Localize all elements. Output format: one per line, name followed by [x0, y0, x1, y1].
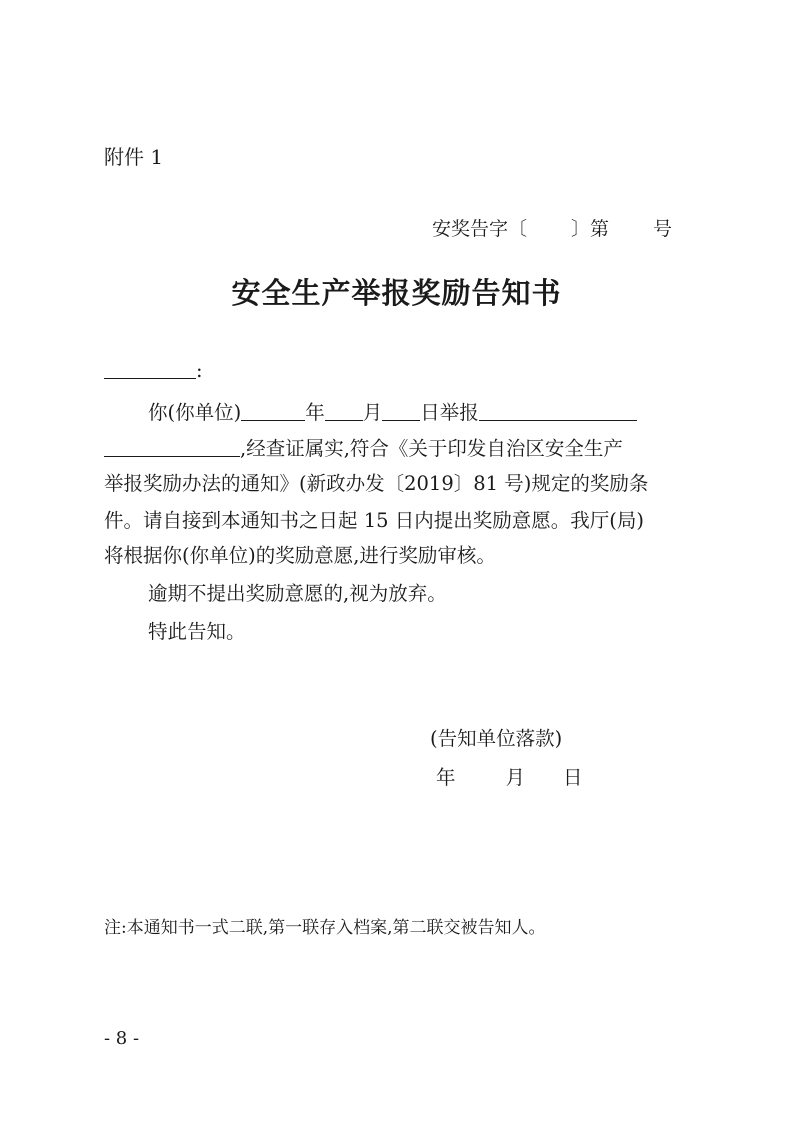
- signature-unit: (告知单位落款): [430, 727, 563, 750]
- page-number: - 8 -: [104, 1028, 140, 1049]
- date-day: 日: [563, 766, 583, 789]
- recipient-blank: [104, 358, 196, 379]
- body-line-4: 件。请自接到本通知书之日起 15 日内提出奖励意愿。我厅(局): [104, 509, 644, 532]
- date-month: 月: [505, 766, 526, 789]
- year-blank: [241, 400, 305, 421]
- body-line-6: 逾期不提出奖励意愿的,视为放弃。: [148, 582, 447, 605]
- attachment-label: 附件 1: [104, 145, 164, 169]
- signature-date: [436, 762, 583, 790]
- doc-number-suffix: 号: [653, 218, 673, 240]
- body-text-2: ,经查证属实,符合《关于印发自治区安全生产: [240, 437, 623, 460]
- month-blank: [325, 400, 363, 421]
- page-title: 安全生产举报奖励告知书: [231, 276, 562, 310]
- document-number: [432, 214, 672, 241]
- salutation-line: [104, 358, 203, 382]
- footnote: 注:本通知书一式二联,第一联存入档案,第二联交被告知人。: [104, 918, 546, 938]
- body-line-1: [148, 397, 637, 425]
- body-line-5: 将根据你(你单位)的奖励意愿,进行奖励审核。: [104, 544, 496, 567]
- you-label: 你(你单位): [148, 401, 242, 424]
- year-label: 年: [305, 401, 325, 424]
- report-content-blank: [479, 400, 637, 421]
- body-line-7: 特此告知。: [148, 620, 246, 643]
- salutation-colon: :: [196, 359, 203, 382]
- doc-number-prefix: 安奖告字〔: [432, 218, 528, 240]
- body-line-3: 举报奖励办法的通知》(新政办发〔2019〕81 号)规定的奖励条: [104, 472, 649, 495]
- month-label: 月: [362, 401, 383, 424]
- doc-number-mid: 〕第: [571, 218, 610, 240]
- day-report-label: 日举报: [420, 401, 479, 424]
- day-blank: [382, 400, 420, 421]
- report-content-blank-2: [104, 436, 240, 457]
- body-line-2: [104, 433, 623, 461]
- date-year: 年: [436, 766, 456, 789]
